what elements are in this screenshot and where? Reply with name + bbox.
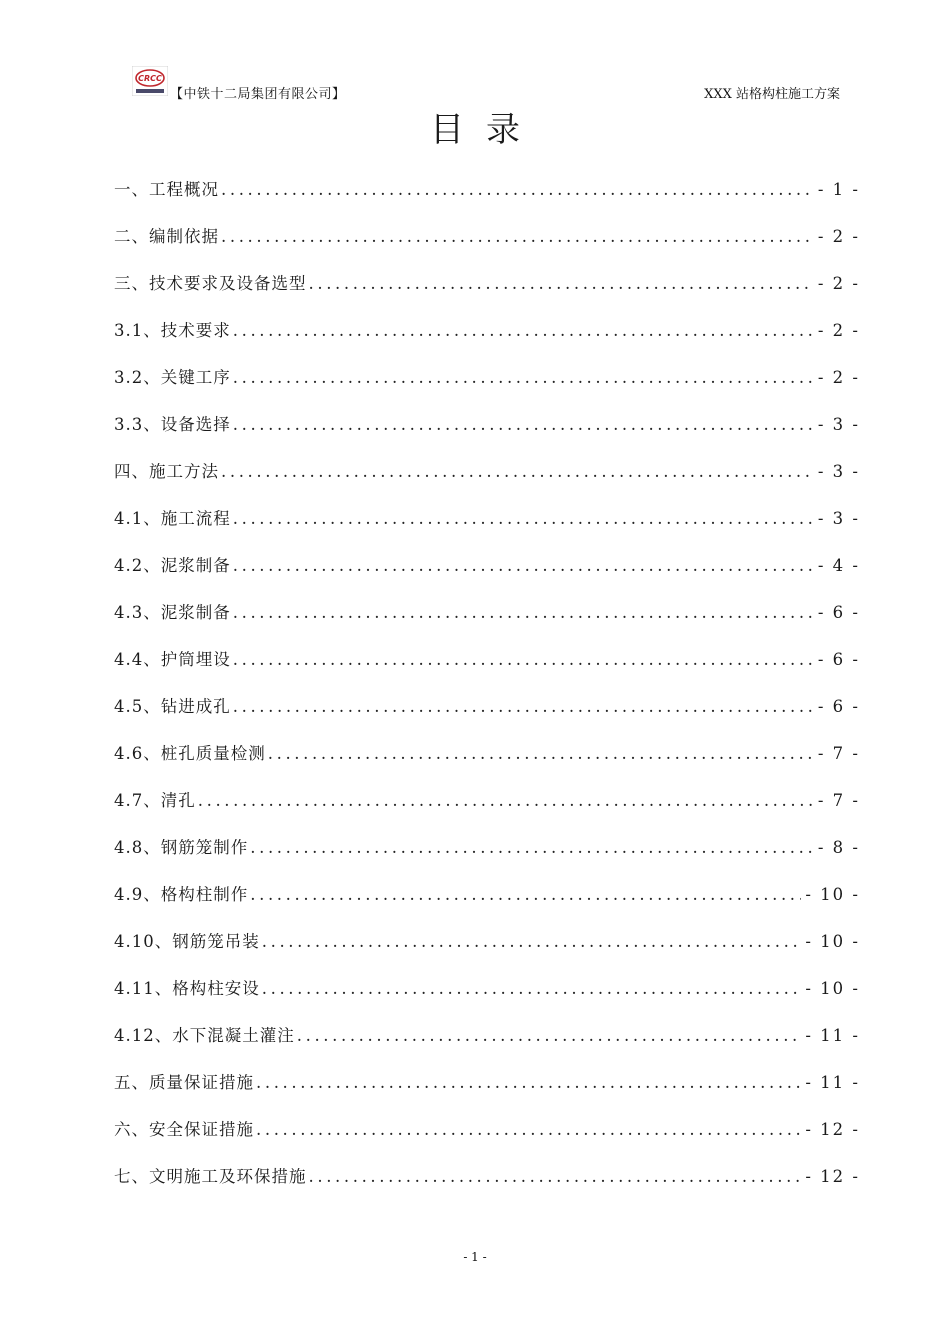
toc-entry[interactable] xyxy=(114,834,860,881)
toc-entry[interactable] xyxy=(114,364,860,411)
toc-entry-page: - 2 - xyxy=(817,227,860,246)
toc-entry-label: 4.7、清孔 xyxy=(114,791,196,810)
toc-entry-page: - 3 - xyxy=(817,462,860,481)
toc-entry-label: 4.6、桩孔质量检测 xyxy=(114,744,266,763)
toc-entry-label: 4.10、钢筋笼吊装 xyxy=(114,932,260,951)
toc-dot-leader xyxy=(233,411,814,439)
toc-entry-page: - 6 - xyxy=(817,603,860,622)
toc-dot-leader xyxy=(233,646,814,674)
toc-entry-label: 三、技术要求及设备选型 xyxy=(114,274,307,293)
toc-entry[interactable] xyxy=(114,458,860,505)
toc-entry-page: - 1 - xyxy=(817,180,860,199)
toc-entry-page: - 10 - xyxy=(805,932,860,951)
toc-entry-page: - 2 - xyxy=(817,274,860,293)
toc-entry-label: 六、安全保证措施 xyxy=(114,1120,254,1139)
toc-entry[interactable] xyxy=(114,1022,860,1069)
toc-entry-label: 3.2、关键工序 xyxy=(114,368,231,387)
toc-entry-page: - 7 - xyxy=(817,744,860,763)
toc-dot-leader xyxy=(262,928,802,956)
toc-entry-page: - 3 - xyxy=(817,509,860,528)
toc-entry-page: - 11 - xyxy=(805,1073,860,1092)
toc-entry-label: 4.2、泥浆制备 xyxy=(114,556,231,575)
toc-dot-leader xyxy=(268,740,814,768)
toc-dot-leader xyxy=(309,1163,802,1191)
toc-entry-page: - 10 - xyxy=(805,885,860,904)
toc-dot-leader xyxy=(262,975,802,1003)
company-name: 【中铁十二局集团有限公司】 xyxy=(170,87,346,102)
toc-dot-leader xyxy=(233,364,814,392)
toc-entry[interactable] xyxy=(114,552,860,599)
toc-entry[interactable] xyxy=(114,270,860,317)
toc-entry-label: 4.12、水下混凝土灌注 xyxy=(114,1026,295,1045)
toc-entry[interactable] xyxy=(114,317,860,364)
toc-entry-label: 4.8、钢筋笼制作 xyxy=(114,838,249,857)
toc-entry-page: - 2 - xyxy=(817,321,860,340)
page-number: - 1 - xyxy=(463,1250,487,1264)
toc-entry-page: - 4 - xyxy=(817,556,860,575)
toc-dot-leader xyxy=(198,787,814,815)
toc-dot-leader xyxy=(250,834,814,862)
toc-entry[interactable] xyxy=(114,176,860,223)
toc-entry[interactable] xyxy=(114,975,860,1022)
toc-entry[interactable] xyxy=(114,693,860,740)
toc-entry[interactable] xyxy=(114,646,860,693)
crcc-logo xyxy=(132,66,168,96)
toc-entry[interactable] xyxy=(114,1116,860,1163)
table-of-contents xyxy=(114,176,860,1210)
toc-dot-leader xyxy=(309,270,814,298)
toc-dot-leader xyxy=(233,317,814,345)
toc-entry-page: - 8 - xyxy=(817,838,860,857)
toc-entry[interactable] xyxy=(114,505,860,552)
toc-entry[interactable] xyxy=(114,787,860,834)
toc-entry[interactable] xyxy=(114,223,860,270)
toc-dot-leader xyxy=(233,505,814,533)
toc-entry-label: 四、施工方法 xyxy=(114,462,219,481)
toc-entry[interactable] xyxy=(114,1069,860,1116)
toc-entry-page: - 6 - xyxy=(817,697,860,716)
toc-entry-page: - 12 - xyxy=(805,1167,860,1186)
toc-heading: 目录 xyxy=(430,110,542,150)
toc-dot-leader xyxy=(221,223,814,251)
toc-entry[interactable] xyxy=(114,411,860,458)
toc-entry-label: 4.5、钻进成孔 xyxy=(114,697,231,716)
toc-dot-leader xyxy=(233,552,814,580)
toc-entry-label: 4.9、格构柱制作 xyxy=(114,885,249,904)
toc-entry[interactable] xyxy=(114,1163,860,1210)
svg-text:CRCC: CRCC xyxy=(138,74,162,83)
toc-dot-leader xyxy=(221,176,814,204)
toc-entry[interactable] xyxy=(114,881,860,928)
toc-dot-leader xyxy=(256,1116,801,1144)
toc-dot-leader xyxy=(233,599,814,627)
toc-entry[interactable] xyxy=(114,740,860,787)
toc-entry-page: - 3 - xyxy=(817,415,860,434)
toc-entry-label: 4.11、格构柱安设 xyxy=(114,979,260,998)
toc-entry-page: - 2 - xyxy=(817,368,860,387)
toc-entry-page: - 6 - xyxy=(817,650,860,669)
toc-entry-page: - 12 - xyxy=(805,1120,860,1139)
toc-entry-page: - 11 - xyxy=(805,1026,860,1045)
toc-entry-label: 4.1、施工流程 xyxy=(114,509,231,528)
toc-entry-label: 3.3、设备选择 xyxy=(114,415,231,434)
toc-dot-leader xyxy=(256,1069,801,1097)
toc-entry-label: 二、编制依据 xyxy=(114,227,219,246)
toc-entry-page: - 10 - xyxy=(805,979,860,998)
toc-entry[interactable] xyxy=(114,928,860,975)
toc-entry-label: 五、质量保证措施 xyxy=(114,1073,254,1092)
toc-dot-leader xyxy=(297,1022,802,1050)
document-title: XXX 站格构柱施工方案 xyxy=(704,87,840,102)
page-header xyxy=(132,66,840,100)
toc-entry-label: 4.4、护筒埋设 xyxy=(114,650,231,669)
toc-entry[interactable] xyxy=(114,599,860,646)
toc-entry-label: 3.1、技术要求 xyxy=(114,321,231,340)
toc-entry-page: - 7 - xyxy=(817,791,860,810)
toc-dot-leader xyxy=(221,458,814,486)
toc-entry-label: 七、文明施工及环保措施 xyxy=(114,1167,307,1186)
toc-dot-leader xyxy=(250,881,801,909)
toc-dot-leader xyxy=(233,693,814,721)
toc-entry-label: 一、工程概况 xyxy=(114,180,219,199)
toc-entry-label: 4.3、泥浆制备 xyxy=(114,603,231,622)
